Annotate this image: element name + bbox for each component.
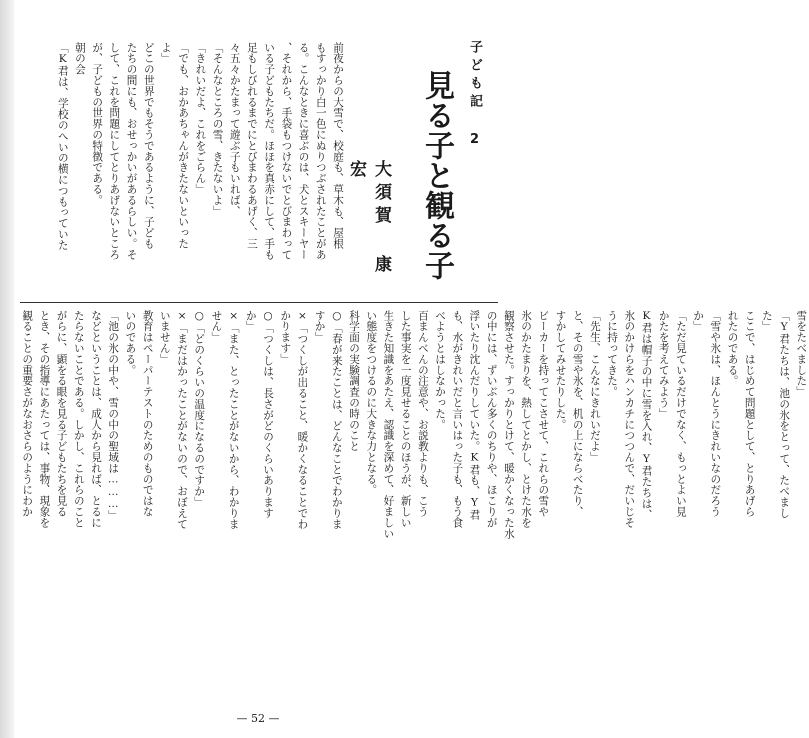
top-body-text: 前夜からの大雪で、校庭も、草木も、屋根 もすっかり白一色にぬりつぶされたことがあ る。こんなときに喜ぶのは、犬とスキーヤー 、それから、手袋もつけないでとびまわって いる子どもたちだ。ほほを真赤にして、手も 足もしびれるまでにとびまわるあげく、三 々五々かたまって遊ぶ子もいれば、 「そんなところの雪、きたないよ」 「きれいだよ、これをごらん」 「でも、おかあちゃんがきたないといった よ」 どこの世界でもそうであるように、子ども たちの間にも、おせっかいがあるらしい。そ して、これを問題にしてとりあげないところ が、子どもの世界の特徴である。 朝の会 「K君は、学校のへいの横につもっていた (56, 42, 344, 260)
article-title: 見る子と観る子 (419, 70, 454, 280)
series-label: 子ども記 2 (467, 40, 482, 152)
author-name: 大須賀 康宏 (346, 160, 391, 278)
page-edge-shadow (0, 0, 14, 738)
page-number: — 52 — (236, 712, 280, 725)
article-title-area (346, 40, 492, 290)
bottom-body-text: 雪をたべました」 「Y君たちは、池の氷をとって、たべまし た」 ここで、はじめて問題として、とりあげら れたのである。 「雪や氷は、ほんとうにきれいなのだろう か」 「ただ見ているだけでなく、もっとよい見 かたを考えてみよう」 K君は帽子の中に雪を入れ、Y君たちは、 氷のかけらをハンカチにつつんで、だいじそ うに持ってきた。 「先生、こんなにきれいだよ」 と、その雪や氷を、机の上にならべたり、 すかしてみせたりした。 ビーカーを持ってこさせて、これらの雪や 氷のかたまりを、熱してとかし、とけた水を 観察させた。すっかりとけて、暖かくなった水 の中には、ずいぶん多くのちりや、ほこりが 浮いたり沈んだりしていた。K君も、Y君 も、水がきれいだと言いはった子も、もう食 べようとはしなかった。 百まんべんの注意や、お説教よりも、こう した事実を一度見せることのほうが、新しい 生きた知識をあたえ、認識を深めて、好ましい い態度をつけるのに大きな力となる。 科学面の実験調査の時のこと ○「春が来たことは、どんなことでわかりま すか」 ×「つくしが出ること、暖かくなることでわ かります」 ○「つくしは、長さがどのくらいあります か」 ×「また、とったことがないから、わかりま せん」 ○「どのくらいの温度になるのですか」 ×「まだはかったことがないので、おぼえて いません」 教育はペーパーテストのためのものではな いのである。 「池の氷の中や、雪の中の聖域は………」 などということは、成人から見れば、とるに たらないことである。しかし、これらのこと がらに、顕をる眼を見る子どもたちを見る とき、その指導にあたっては、事物、現象を 観ることの重要さがなおさらのようにわか (21, 310, 808, 539)
section-divider (20, 302, 498, 303)
